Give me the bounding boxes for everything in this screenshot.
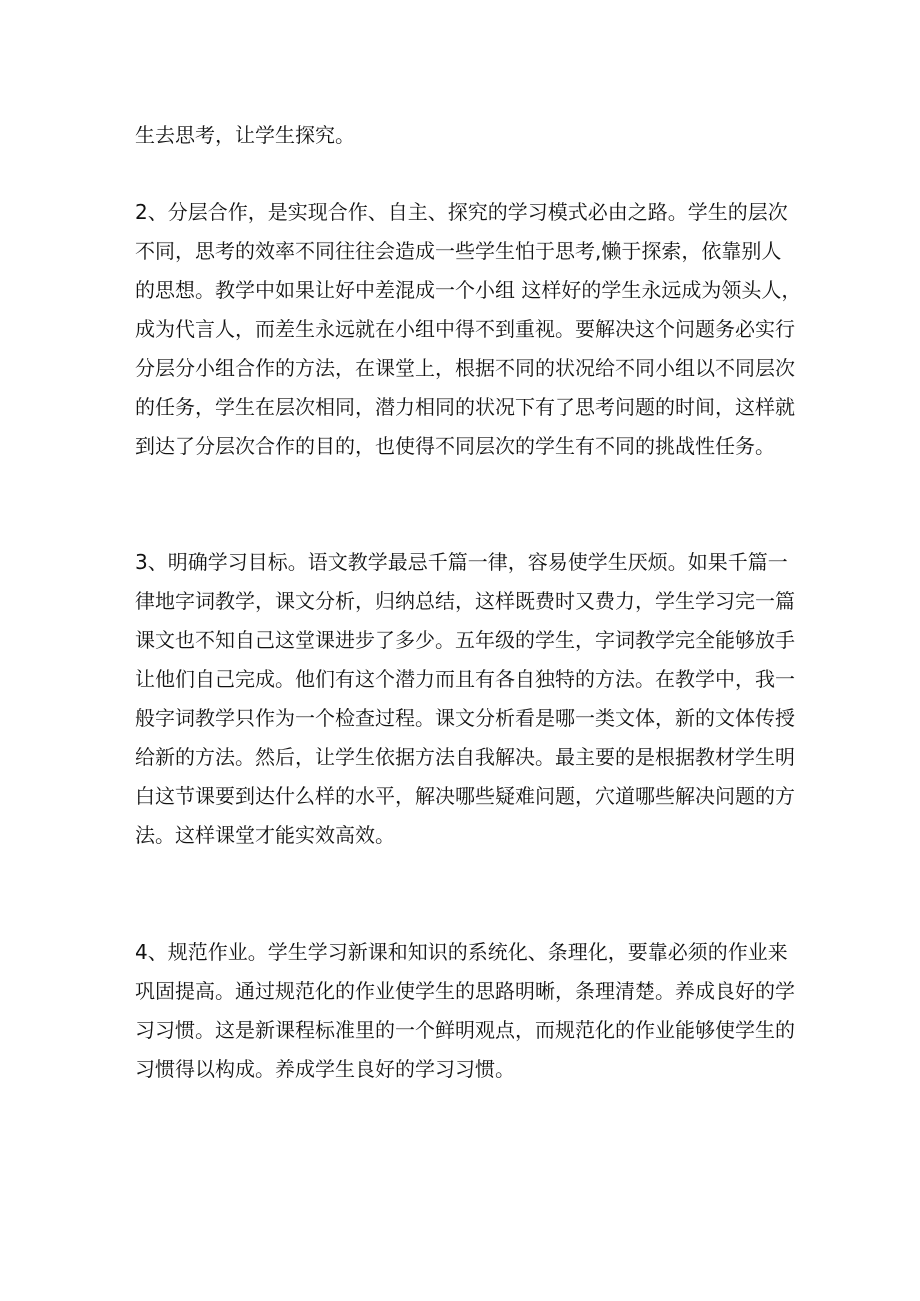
- text-line: 生去思考，让学生探究。: [135, 123, 355, 147]
- text-line: 法。这样课堂才能实效高效。: [135, 823, 395, 847]
- text-line: 课文也不知自己这堂课进步了多少。五年级的学生，字词教学完全能够放手: [135, 628, 795, 652]
- paragraph-3-learning-goals: [135, 543, 795, 855]
- text-line: 给新的方法。然后，让学生依据方法自我解决。最主要的是根据教材学生明: [135, 745, 795, 769]
- text-line: 分层分小组合作的方法，在课堂上，根据不同的状况给不同小组以不同层次: [135, 356, 795, 380]
- text-line: 律地字词教学，课文分析，归纳总结，这样既费时又费力，学生学习完一篇: [135, 589, 795, 613]
- paragraph-1-continuation: [135, 116, 795, 155]
- text-line: 般字词教学只作为一个检查过程。课文分析看是哪一类文体，新的文体传授: [135, 706, 795, 730]
- text-line: 到达了分层次合作的目的，也使得不同层次的学生有不同的挑战性任务。: [135, 434, 775, 458]
- text-line: 不同，思考的效率不同往往会造成一些学生怕于思考,懒于探索，依靠别人: [135, 239, 782, 263]
- text-line: 习习惯。这是新课程标准里的一个鲜明观点，而规范化的作业能够使学生的: [135, 1018, 795, 1042]
- text-line: 4、规范作业。学生学习新课和知识的系统化、条理化，要靠必须的作业来: [135, 940, 788, 964]
- text-line: 巩固提高。通过规范化的作业使学生的思路明晰，条理清楚。养成良好的学: [135, 979, 795, 1003]
- text-line: 成为代言人，而差生永远就在小组中得不到重视。要解决这个问题务必实行: [135, 317, 795, 341]
- text-line: 的任务，学生在层次相同，潜力相同的状况下有了思考问题的时间，这样就: [135, 395, 795, 419]
- text-line: 3、明确学习目标。语文教学最忌千篇一律，容易使学生厌烦。如果千篇一: [135, 550, 788, 574]
- text-line: 2、分层合作，是实现合作、自主、探究的学习模式必由之路。学生的层次: [135, 200, 788, 224]
- paragraph-4-standard-homework: [135, 933, 795, 1089]
- text-line: 习惯得以构成。养成学生良好的学习习惯。: [135, 1057, 515, 1081]
- text-line: 让他们自己完成。他们有这个潜力而且有各自独特的方法。在教学中，我一: [135, 667, 795, 691]
- text-line: 白这节课要到达什么样的水平，解决哪些疑难问题，穴道哪些解决问题的方: [135, 784, 795, 808]
- paragraph-2-layered-cooperation: [135, 193, 802, 466]
- text-line: 的思想。教学中如果让好中差混成一个小组 这样好的学生永远成为领头人，: [135, 278, 802, 302]
